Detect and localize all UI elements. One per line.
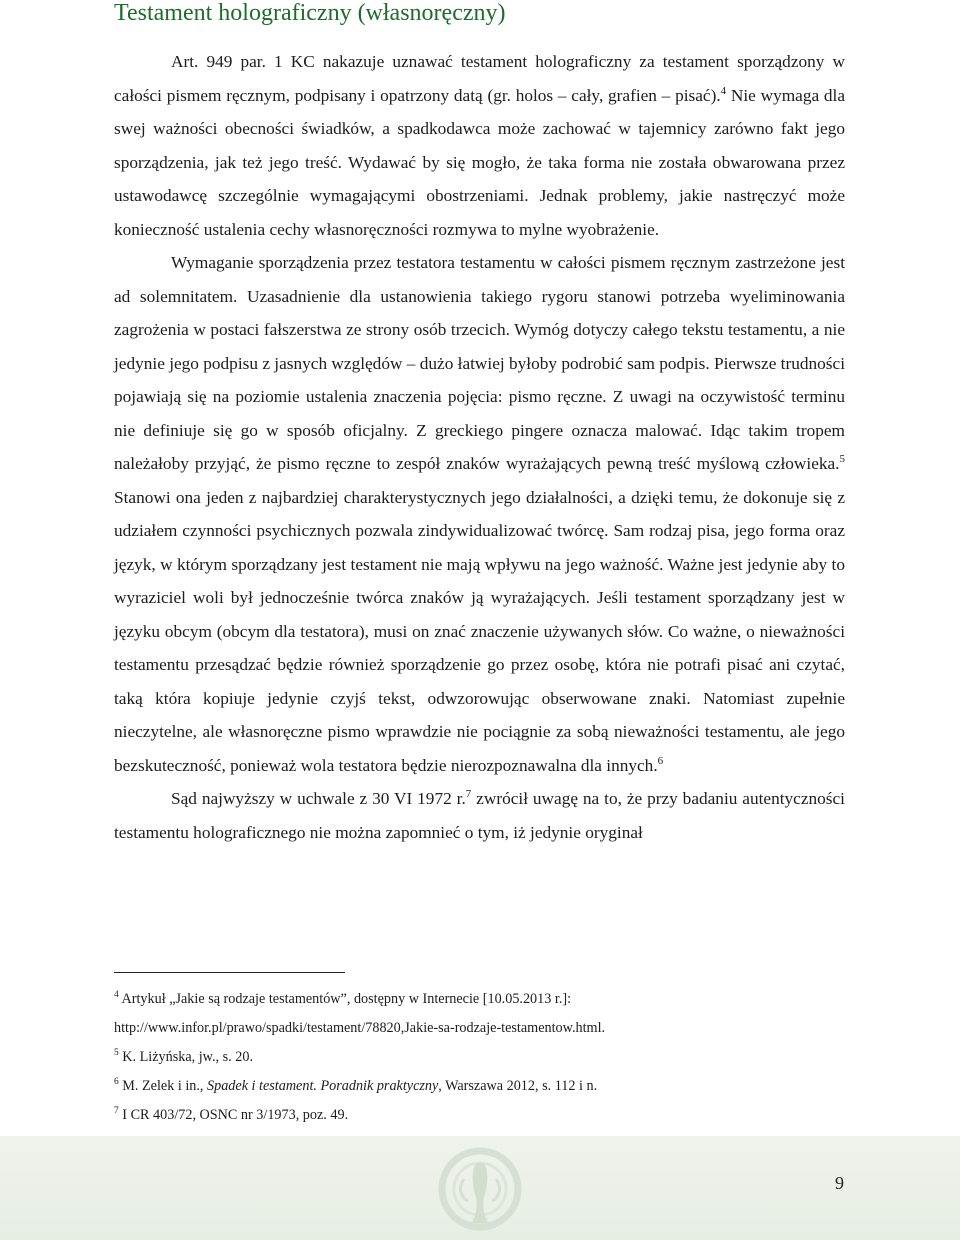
footnote-6-number: 6	[114, 1077, 119, 1087]
footnote-4-text: Artykuł „Jakie są rodzaje testamentów”, dostępny w Internecie [10.05.2013 r.]:	[118, 991, 572, 1007]
footnote-6-text-b: , Warszawa 2012, s. 112 i n.	[438, 1078, 598, 1094]
footnote-6-text-a: M. Zelek i in.,	[118, 1078, 208, 1094]
paragraph-3-text-b: zwrócił uwagę na to, że przy badaniu autentyczności testamentu holograficznego nie można zapomnieć o tym, iż jedynie oryginał	[114, 789, 845, 842]
paragraph-1-text-b: Nie wymaga dla swej ważności obecności świadków, a spadkodawca może zachować w tajemnicy zarówno fakt jego sporządzenia, jak też jego treść. Wydawać by się mogło, że taka forma nie została obwarowana przez ustawodawcę szczególnie wymagającymi obostrzeniami. Jednak problemy, jakie nastręczyć może konieczność ustalenia cechy własnoręczności rozmywa to mylne wyobrażenie.	[114, 85, 845, 239]
footnote-ref-5[interactable]: 5	[839, 453, 845, 465]
footnote-ref-6[interactable]: 6	[657, 754, 664, 767]
paragraph-3-text-a: Sąd najwyższy w uchwale z 30 VI 1972 r.	[171, 789, 466, 808]
seal-logo-icon	[438, 1141, 522, 1240]
section-heading: Testament holograficzny (własnoręczny)	[114, 0, 506, 26]
footnote-4	[114, 985, 854, 1014]
paragraph-2-text-a: Wymaganie sporządzenia przez testatora testamentu w całości pismem ręcznym zastrzeżone jest ad solemnitatem. Uzasadnienie dla ustanowienia takiego rygoru stanowi potrzeba wyeliminowania zagrożenia w postaci fałszerstwa ze strony osób trzecich. Wymóg dotyczy całego tekstu testamentu, a nie jedynie jego podpisu z jasnych względów – dużo łatwiej byłoby podrobić sam podpis. Pierwsze trudności pojawiają się na poziomie ustalenia znaczenia pojęcia: pismo ręczne. Z uwagi na oczywistość terminu nie definiuje się go w sposób oficjalny. Z greckiego pingere oznacza malować. Idąc takim tropem należałoby przyjąć, że pismo ręczne to zespół znaków wyrażających pewną treść myślową człowieka.	[114, 253, 845, 473]
footnote-7-text: I CR 403/72, OSNC nr 3/1973, poz. 49.	[118, 1107, 349, 1123]
footnote-ref-7[interactable]: 7	[465, 788, 472, 800]
footnote-5-number: 5	[114, 1048, 119, 1058]
footnote-5-text: K. Liżyńska, jw., s. 20.	[118, 1049, 253, 1065]
footnote-separator	[114, 972, 345, 973]
page-number: 9	[835, 1173, 844, 1193]
footnotes	[114, 985, 854, 1130]
footnote-4-number: 4	[114, 990, 119, 1000]
body-text	[114, 45, 845, 849]
paragraph-1-text-a: Art. 949 par. 1 KC nakazuje uznawać testament holograficzny za testament sporządzony w całości pismem ręcznym, podpisany i opatrzony datą (gr. holos – cały, grafien – pisać).	[114, 52, 845, 105]
footnote-7	[114, 1101, 854, 1130]
paragraph-3	[114, 782, 845, 849]
footnote-6	[114, 1072, 854, 1101]
footnote-ref-4[interactable]: 4	[720, 84, 727, 97]
footnote-4-link[interactable]: http://www.infor.pl/prawo/spadki/testament/78820,Jakie-sa-rodzaje-testamentow.html.	[114, 1020, 606, 1036]
footnote-6-title: Spadek i testament. Poradnik praktyczny	[207, 1078, 439, 1094]
paragraph-1	[114, 45, 845, 246]
paragraph-2	[114, 246, 845, 782]
footnote-5	[114, 1043, 854, 1072]
paragraph-2-text-b: Stanowi ona jeden z najbardziej charakterystycznych jego działalności, a dzięki temu, że dokonuje się z udziałem czynności psychicznych pozwala zindywidualizować twórcę. Sam rodzaj pisa, jego forma oraz język, w którym sporządzany jest testament nie mają wpływu na jego ważność. Ważne jest jedynie aby to wyraziciel woli był jednocześnie twórca znaków ją wyrażających. Jeśli testament sporządzany jest w języku obcym (obcym dla testatora), musi on znać znaczenie używanych słów. Co ważne, o nieważności testamentu przesądzać będzie również sporządzenie go przez osobę, która nie potrafi pisać ani czytać, taką która kopiuje jedynie czyjś tekst, odwzorowując obserwowane znaki. Natomiast zupełnie nieczytelne, ale własnoręczne pismo wprawdzie nie pociągnie za sobą nieważności testamentu, ale jego bezskuteczność, ponieważ wola testatora będzie nierozpoznawalna dla innych.	[114, 487, 845, 775]
footnote-7-number: 7	[114, 1106, 119, 1116]
